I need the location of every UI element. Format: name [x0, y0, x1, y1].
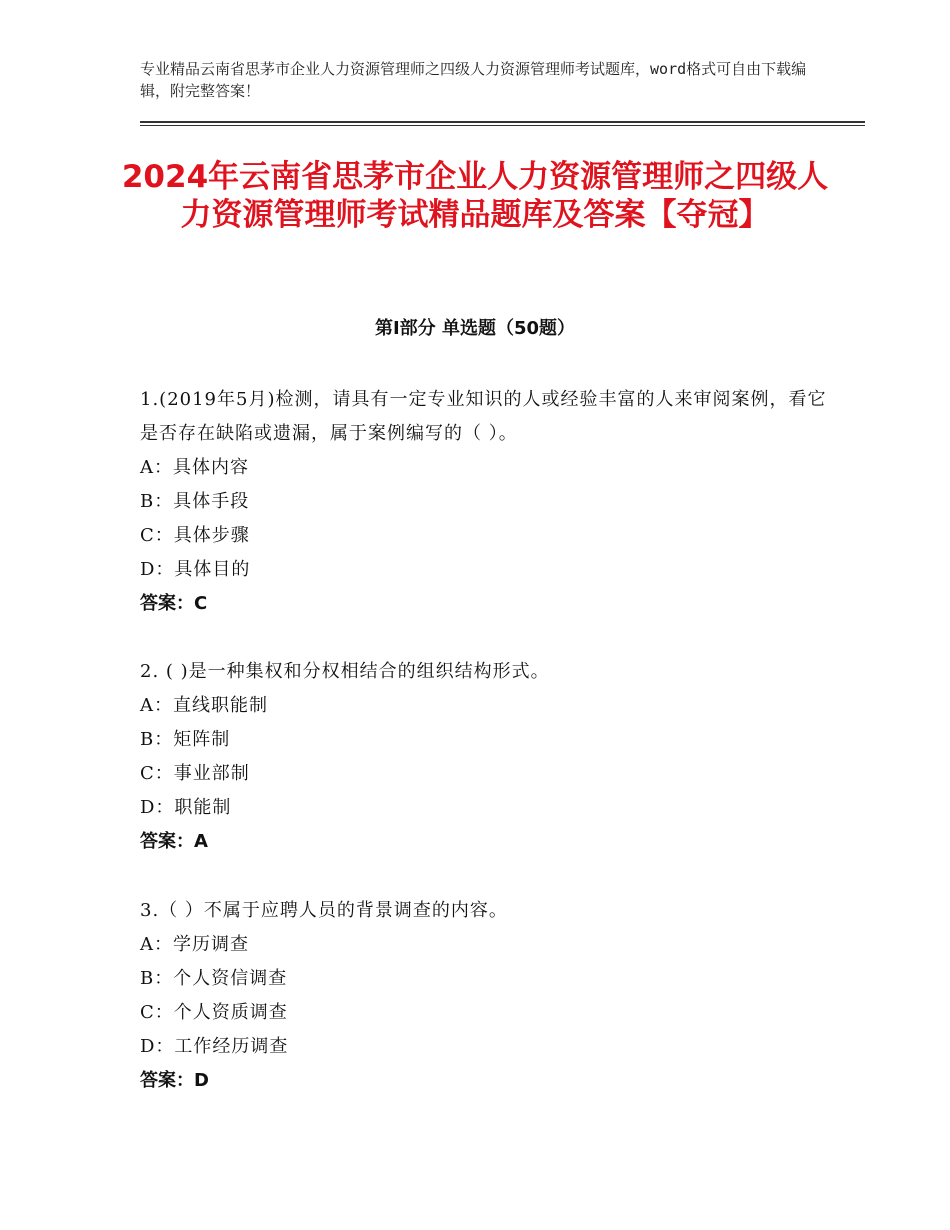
option-d: D：职能制	[140, 797, 232, 818]
option-d: D：工作经历调查	[140, 1036, 289, 1057]
header-note: 专业精品云南省思茅市企业人力资源管理师之四级人力资源管理师考试题库，word格式可自由下载编辑，附完整答案！	[140, 60, 807, 100]
question-text: 3.（ ）不属于应聘人员的背景调查的内容。	[140, 900, 508, 921]
question-text: 2. ( )是一种集权和分权相结合的组织结构形式。	[140, 661, 550, 682]
question-block	[140, 894, 840, 1098]
answer: 答案：D	[140, 1070, 209, 1091]
answer: 答案：C	[140, 593, 208, 614]
header-divider-thick	[140, 121, 865, 123]
option-c: C：事业部制	[140, 763, 250, 784]
header-divider-thin	[140, 125, 865, 126]
option-a: A：学历调查	[140, 934, 249, 955]
question-text: 1.(2019年5月)检测，请具有一定专业知识的人或经验丰富的人来审阅案例，看它是否存在缺陷或遗漏，属于案例编写的（ ）。	[140, 389, 827, 444]
option-d: D：具体目的	[140, 559, 251, 580]
answer: 答案：A	[140, 831, 208, 852]
option-c: C：个人资质调查	[140, 1002, 288, 1023]
option-a: A：具体内容	[140, 457, 249, 478]
section-title: 第Ⅰ部分 单选题（50题）	[374, 318, 575, 339]
option-c: C：具体步骤	[140, 525, 250, 546]
option-a: A：直线职能制	[140, 695, 268, 716]
option-b: B：具体手段	[140, 491, 250, 512]
question-block	[140, 383, 840, 621]
question-block	[140, 655, 840, 859]
document-title: 2024年云南省思茅市企业人力资源管理师之四级人力资源管理师考试精品题库及答案【夺冠】	[121, 159, 829, 233]
option-b: B：矩阵制	[140, 729, 231, 750]
option-b: B：个人资信调查	[140, 968, 288, 989]
